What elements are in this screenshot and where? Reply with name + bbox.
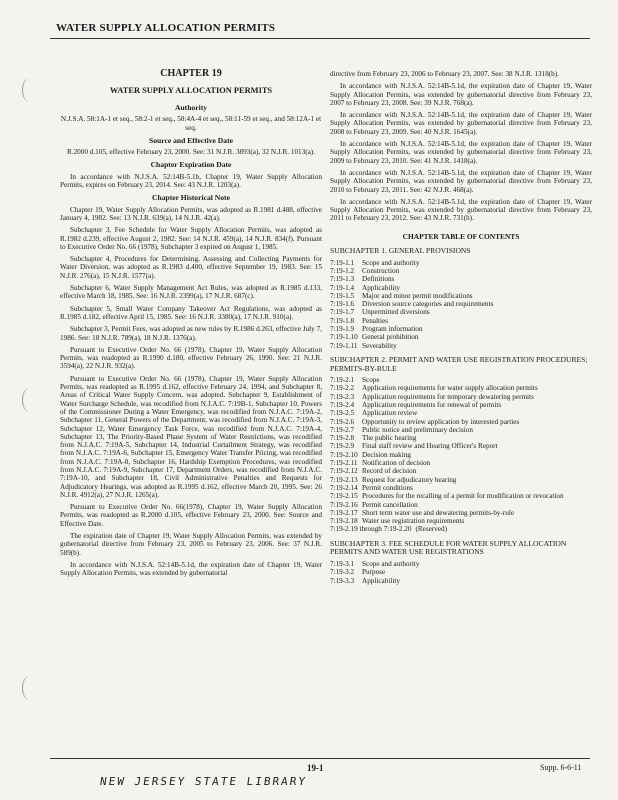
section-number: 7:19-2.10	[330, 450, 358, 459]
toc-entry	[330, 333, 592, 341]
left-column	[60, 60, 322, 582]
section-title: Opportunity to review application by interested parties	[362, 417, 520, 426]
section-number: 7:19-2.15	[330, 492, 358, 501]
section-title: Construction	[362, 266, 400, 275]
chapter-number: CHAPTER 19	[160, 68, 222, 79]
footer-rule	[50, 758, 590, 759]
header-rule	[50, 38, 590, 39]
section-number: 7:19-3.1	[330, 559, 355, 568]
authority-text: N.J.S.A. 58:1A-1 et seq., 58:2-1 et seq., 58:4A-4 et seq., 58:11-59 et seq., and 58:12A-1 et seq.	[60, 115, 322, 132]
section-number: 7:19-1.11	[330, 341, 358, 350]
section-number: 7:19-1.9	[330, 325, 355, 334]
toc-entry	[330, 560, 592, 568]
toc-entry	[330, 317, 592, 325]
toc-entry	[330, 501, 592, 509]
section-title: Penalties	[362, 316, 388, 325]
section-number: 7:19-1.2	[330, 266, 355, 275]
toc-entry	[330, 492, 592, 500]
section-title: Application requirements for temporary dewatering permits	[362, 392, 534, 401]
subchapter-heading: SUBCHAPTER 3. FEE SCHEDULE FOR WATER SUPPLY ALLOCATION PERMITS AND WATER USE REGISTRATIONS	[330, 538, 567, 557]
authority-heading: Authority	[174, 103, 208, 112]
toc-entry	[330, 342, 592, 350]
section-title: Scope	[362, 376, 380, 385]
toc-entry	[330, 568, 592, 576]
history-notes	[60, 206, 322, 578]
section-title: Scope and authority	[362, 258, 420, 267]
toc-entry	[330, 418, 592, 426]
section-number: 7:19-2.14	[330, 483, 358, 492]
toc-entry	[330, 275, 592, 283]
section-title: Diversion source categories and requirements	[362, 300, 494, 309]
table-of-contents	[330, 247, 592, 585]
toc-entry	[330, 484, 592, 492]
section-title: General prohibition	[362, 333, 419, 342]
source-heading: Source and Effective Date	[148, 135, 233, 145]
section-title: Severability	[362, 341, 397, 350]
history-note: In accordance with N.J.S.A. 52:14B-5.1d, the expiration date of Chapter 19, Water Supply Allocation Permits, was extended by gubernatorial	[60, 560, 322, 578]
section-number: 7:19-2.2	[330, 384, 355, 393]
section-title: Final staff review and Hearing Officer's Report	[362, 442, 498, 451]
section-title: Notification of decision	[362, 459, 431, 468]
section-number: 7:19-1.3	[330, 275, 355, 284]
section-number: 7:19-2.1	[330, 376, 355, 385]
section-title: Scope and authority	[362, 559, 420, 568]
history-heading: Chapter Historical Note	[152, 193, 230, 203]
toc-entry	[330, 476, 592, 484]
history-note: Subchapter 5, Small Water Company Takeover Act Regulations, was adopted as R.1985 d.182, effective April 15, 1985. See: 16 N.J.R. 3380(a), 17 N.J.R. 910(a).	[60, 304, 322, 321]
toc-entry	[330, 451, 592, 459]
toc-entry	[330, 434, 592, 442]
history-note: Subchapter 3, Fee Schedule for Water Supply Allocation Permits, was adopted as R.1982 d.239, effective August 2, 1982. See: 14 N.J.R. 459(a), 14 N.J.R. 834(f). Pursuant to Executive Order No. 66 (1978), Subchapter 3 expired on August 1, 1985.	[60, 226, 322, 251]
punch-hole-mark	[22, 388, 37, 412]
toc-entry	[330, 459, 592, 467]
history-note: The expiration date of Chapter 19, Water Supply Allocation Permits, was extended by gubernatorial directive from February 23, 2005 to February 23, 2006. See: 37 N.J.R. 589(b).	[60, 532, 322, 557]
section-title: Application requirements for renewal of permits	[362, 400, 502, 409]
section-title: Program information	[362, 325, 423, 334]
section-title: Major and minor permit modifications	[362, 291, 473, 300]
section-number: 7:19-1.6	[330, 300, 355, 309]
history-note: Pursuant to Executive Order No. 66 (1978), Chapter 19, Water Supply Allocation Permits, was readopted as R.1995 d.162, effective February 24, 1994, and Subchapter 8, Areas of Critical Water Supply Concern, was adopted. Subchapter 9, Establishment of Water Surcharge Schedule, was recodified from N.J.A.C. 7:19B-1, Subchapter 10, Powers of the Commissioner During a Water Emergency, was recodified from N.J.A.C. 7:19A-2, Subchapter 11, General Powers of the Department, was recodified from N.J.A.C. 7:19A-3, Subchapter 12, Water Emergency Task Force, was recodified from N.J.A.C. 7:19A-4, Subchapter 13, The Priority-Based Phase System of Water Restrictions, was recodified from N.J.A.C. 7:19A-5, Subchapter 14, Industrial Curtailment Strategy, was recodified from N.J.A.C. 7:19A-6, Subchapter 15, Emergency Water Transfer Pricing, was recodified from N.J.A.C. 7:19A-8, Subchapter 16, Hardship Exemption Procedures, was recodified from N.J.A.C. 7:19A-9, Subchapter 17, Department Orders, was recodified from N.J.A.C. 7:19A-10, and Subchapter 18, Civil Administrative Penalties and Requests for Adjudicatory Hearings, was adopted as R.1995 d.162, effective March 20, 1995. See: 26 N.J.R. 4912(a), 27 N.J.R. 1265(a).	[60, 374, 322, 499]
section-title: The public hearing	[362, 434, 417, 443]
toc-entry	[330, 376, 592, 384]
history-note: Subchapter 6, Water Supply Management Act Rules, was adopted as R.1985 d.133, effective March 18, 1985. See: 16 N.J.R. 2399(a), 17 N.J.R. 687(c).	[60, 284, 322, 301]
library-stamp: NEW JERSEY STATE LIBRARY	[99, 775, 308, 788]
page-number: 19-1	[307, 763, 324, 773]
toc-entry	[330, 325, 592, 333]
section-title: Public notice and preliminary decision	[362, 425, 473, 434]
toc-entry	[330, 292, 592, 300]
right-column	[330, 70, 592, 585]
section-number: 7:19-2.18	[330, 517, 358, 526]
source-text: R.2000 d.105, effective February 23, 2000. See: 31 N.J.R. 3893(a), 32 N.J.R. 1013(a).	[67, 148, 315, 157]
toc-entry	[330, 308, 592, 316]
history-note: Pursuant to Executive Order No. 66 (1978), Chapter 19, Water Supply Allocation Permits, was readopted as R.1990 d.180, effective February 26, 1990. See: 21 N.J.R. 3594(a), 22 N.J.R. 932(a).	[60, 345, 322, 371]
section-number: 7:19-2.5	[330, 409, 355, 418]
running-title: WATER SUPPLY ALLOCATION PERMITS	[56, 22, 276, 34]
section-number: 7:19-1.10	[330, 333, 358, 342]
section-number: 7:19-1.5	[330, 291, 355, 300]
section-title: Short term water use and dewatering permits-by-rule	[362, 508, 515, 517]
section-number: 7:19-2.8	[330, 434, 355, 443]
section-title: Application review	[362, 409, 418, 418]
section-number: 7:19-2.7	[330, 425, 355, 434]
history-note: In accordance with N.J.S.A. 52:14B-5.1d, the expiration date of Chapter 19, Water Supply Allocation Permits, was extended by gubernatorial directive from February 23, 2008 to February 23, 2009. See: 40 N.J.R. 1645(a).	[330, 111, 592, 136]
section-number: 7:19-1.7	[330, 308, 355, 317]
history-note: Subchapter 3, Permit Fees, was adopted as new rules by R.1986 d.263, effective July 7, 1986. See: 18 N.J.R. 789(a), 18 N.J.R. 1376(a).	[60, 325, 322, 342]
section-number: 7:19-2.9	[330, 442, 355, 451]
subchapter-heading: SUBCHAPTER 2. PERMIT AND WATER USE REGISTRATION PROCEDURES; PERMITS-BY-RULE	[330, 354, 588, 373]
toc-entry	[330, 577, 592, 585]
history-note: Subchapter 4, Procedures for Determining, Assessing and Collecting Payments for Water Diversion, was adopted as R.1983 d.400, effective September 19, 1983. See: 15 N.J.R. 276(a), 15 N.J.R. 1577(a).	[60, 255, 322, 280]
section-title: Purpose	[362, 568, 386, 577]
section-number: 7:19-1.1	[330, 258, 355, 267]
section-number: 7:19-2.6	[330, 417, 355, 426]
section-number: 7:19-2.3	[330, 392, 355, 401]
section-title: Record of decision	[362, 467, 417, 476]
toc-entry	[330, 300, 592, 308]
section-title: Decision making	[362, 450, 411, 459]
history-note: In accordance with N.J.S.A. 52:14B-5.1d, the expiration date of Chapter 19, Water Supply Allocation Permits, was extended by gubernatorial directive from February 23, 2011 to February 23, 2012. See: 43 N.J.R. 731(b).	[330, 197, 592, 223]
toc-entry	[330, 509, 592, 517]
section-number: 7:19-2.13	[330, 475, 358, 484]
section-title: Unpermitted diversions	[362, 308, 430, 317]
toc-entry	[330, 401, 592, 409]
section-title: (Reserved)	[415, 525, 447, 534]
section-title: Permit cancellation	[362, 500, 418, 509]
history-note: Chapter 19, Water Supply Allocation Permits, was adopted as R.1981 d.488, effective January 4, 1982. See: 13 N.J.R. 639(a), 14 N.J.R. 42(a).	[60, 205, 322, 222]
history-note: In accordance with N.J.S.A. 52:14B-5.1d, the expiration date of Chapter 19, Water Supply Allocation Permits, was extended by gubernatorial directive from February 23, 2009 to February 23, 2010. See: 41 N.J.R. 1418(a).	[330, 140, 592, 165]
toc-entry	[330, 442, 592, 450]
expiration-heading: Chapter Expiration Date	[150, 160, 232, 170]
toc-title: CHAPTER TABLE OF CONTENTS	[402, 231, 520, 241]
toc-entry	[330, 467, 592, 475]
toc-entry	[330, 267, 592, 275]
section-number: 7:19-1.8	[330, 316, 355, 325]
continued-notes	[330, 70, 592, 223]
toc-entry	[330, 525, 592, 533]
history-note: Pursuant to Executive Order No. 66(1978), Chapter 19, Water Supply Allocation Permits, was readopted as R.2000 d.105, effective February 23, 2000. See: Source and Effective Date.	[60, 503, 322, 528]
section-number: 7:19-2.17	[330, 508, 358, 517]
chapter-title: WATER SUPPLY ALLOCATION PERMITS	[109, 86, 273, 95]
section-title: Request for adjudicatory hearing	[362, 475, 457, 484]
toc-entry	[330, 393, 592, 401]
toc-entry	[330, 426, 592, 434]
section-title: Applicability	[362, 283, 400, 292]
punch-hole-mark	[22, 78, 37, 102]
history-note: In accordance with N.J.S.A. 52:14B-5.1d, the expiration date of Chapter 19, Water Supply Allocation Permits, was extended by gubernatorial directive from February 23, 2007 to February 23, 2008. See: 39 N.J.R. 768(a).	[330, 82, 592, 107]
section-number: 7:19-3.2	[330, 568, 355, 577]
section-title: Permit conditions	[362, 483, 413, 492]
section-number: 7:19-2.11	[330, 459, 358, 468]
toc-entry	[330, 259, 592, 267]
toc-entry	[330, 384, 592, 392]
history-note: In accordance with N.J.S.A. 52:14B-5.1d, the expiration date of Chapter 19, Water Supply Allocation Permits, was extended by gubernatorial directive from February 23, 2010 to February 23, 2011. See: 42 N.J.R. 468(a).	[330, 168, 592, 194]
section-number: 7:19-3.3	[330, 576, 355, 585]
subchapter-heading: SUBCHAPTER 1. GENERAL PROVISIONS	[330, 246, 471, 256]
section-title: Applicability	[362, 576, 400, 585]
section-number: 7:19-2.16	[330, 500, 358, 509]
section-number: 7:19-2.4	[330, 400, 355, 409]
section-number: 7:19-2.12	[330, 467, 358, 476]
section-title: Procedures for the recalling of a permit for modification or revocation	[362, 492, 564, 501]
history-note: directive from February 23, 2006 to February 23, 2007. See: 38 N.J.R. 1318(b).	[330, 70, 559, 78]
expiration-text: In accordance with N.J.S.A. 52:14B-5.1b, Chapter 19, Water Supply Allocation Permits, expires on February 23, 2014. See: 43 N.J.R. 1203(a).	[60, 172, 322, 190]
toc-entry	[330, 517, 592, 525]
section-number: 7:19-1.4	[330, 283, 355, 292]
punch-hole-mark	[22, 676, 37, 700]
section-title: Water use registration requirements	[362, 517, 465, 526]
toc-entry	[330, 284, 592, 292]
section-title: Definitions	[362, 275, 395, 284]
section-title: Application requirements for water supply allocation permits	[362, 384, 538, 393]
toc-entry	[330, 409, 592, 417]
section-number: 7:19-2.19 through 7:19-2.20	[330, 525, 412, 534]
supplement-date: Supp. 6-6-11	[540, 763, 582, 772]
